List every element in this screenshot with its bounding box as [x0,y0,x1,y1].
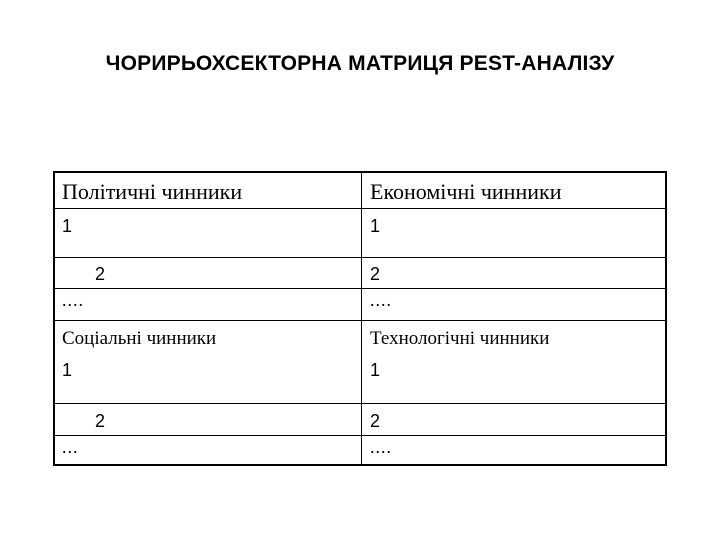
row-divider [55,288,665,289]
political-item-2: 2 [95,264,106,284]
economic-factors-header: Економічні чинники [370,179,562,204]
technological-more: .... [370,437,392,457]
page-title: ЧОРИРЬОХСЕКТОРНА МАТРИЦЯ PEST-АНАЛІЗУ [105,52,615,75]
social-factors-header: Соціальні чинники [62,328,217,349]
row-divider [55,435,665,436]
row-divider [55,403,665,404]
economic-item-1: 1 [370,216,381,236]
political-more: .... [62,290,84,310]
political-factors-header: Політичні чинники [62,179,243,204]
political-item-1: 1 [62,216,73,236]
technological-item-1: 1 [370,360,381,380]
row-divider [55,257,665,258]
column-divider [361,173,362,464]
technological-factors-header: Технологічні чинники [370,328,550,349]
pest-matrix-table [53,171,667,466]
row-divider [55,208,665,209]
economic-more: .... [370,290,392,310]
economic-item-2: 2 [370,264,381,284]
social-item-2: 2 [95,411,106,431]
technological-item-2: 2 [370,411,381,431]
social-more: ... [62,437,79,457]
social-item-1: 1 [62,360,73,380]
row-divider [55,320,665,321]
